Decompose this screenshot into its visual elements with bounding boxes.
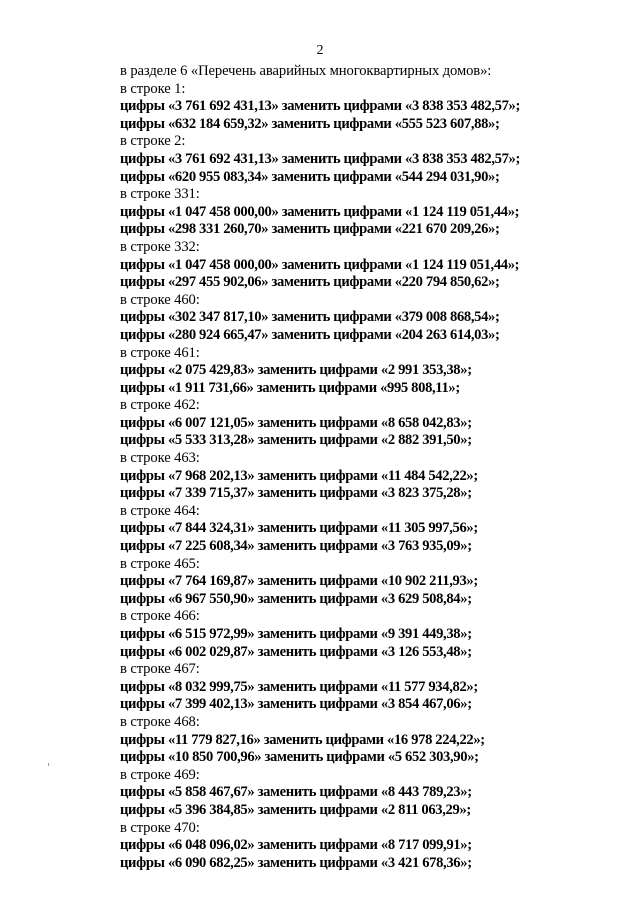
section-heading-line: в строке 1: — [120, 80, 186, 97]
replacement-line: цифры «5 533 313,28» заменить цифрами «2 882 391,50»; — [120, 432, 472, 449]
section-heading-line: в строке 465: — [120, 555, 200, 572]
replacement-line: цифры «6 967 550,90» заменить цифрами «3 629 508,84»; — [120, 590, 472, 607]
section-heading-line: в строке 331: — [120, 186, 200, 203]
replacement-line: цифры «5 396 384,85» заменить цифрами «2 811 063,29»; — [120, 801, 471, 818]
section-heading-line: в строке 332: — [120, 238, 200, 255]
replacement-line: цифры «6 002 029,87» заменить цифрами «3 126 553,48»; — [120, 643, 472, 660]
replacement-line: цифры «10 850 700,96» заменить цифрами «5 652 303,90»; — [120, 749, 479, 766]
replacement-line: цифры «632 184 659,32» заменить цифрами «555 523 607,88»; — [120, 115, 500, 132]
page-number: 2 — [316, 43, 324, 58]
replacement-line: цифры «1 047 458 000,00» заменить цифрами «1 124 119 051,44»; — [120, 256, 520, 273]
section-heading-line: в строке 467: — [120, 661, 200, 678]
replacement-line: цифры «7 844 324,31» заменить цифрами «11 305 997,56»; — [120, 520, 478, 537]
section-heading-line: в строке 466: — [120, 608, 200, 625]
replacement-line: цифры «7 968 202,13» заменить цифрами «11 484 542,22»; — [120, 467, 478, 484]
document-body — [120, 63, 620, 872]
replacement-line: цифры «620 955 083,34» заменить цифрами «544 294 031,90»; — [120, 168, 500, 185]
section-heading-line: в строке 462: — [120, 397, 200, 414]
replacement-line: цифры «7 225 608,34» заменить цифрами «3 763 935,09»; — [120, 538, 472, 555]
replacement-line: цифры «5 858 467,67» заменить цифрами «8 443 789,23»; — [120, 784, 472, 801]
section-heading-line: в строке 469: — [120, 766, 200, 783]
replacement-line: цифры «8 032 999,75» заменить цифрами «11 577 934,82»; — [120, 678, 478, 695]
section-heading-line: в разделе 6 «Перечень аварийных многоквартирных домов»: — [120, 63, 492, 79]
replacement-line: цифры «7 399 402,13» заменить цифрами «3 854 467,06»; — [120, 696, 472, 713]
replacement-line: цифры «7 339 715,37» заменить цифрами «3 823 375,28»; — [120, 485, 472, 502]
replacement-line: цифры «6 090 682,25» заменить цифрами «3 421 678,36»; — [120, 854, 472, 871]
replacement-line: цифры «6 515 972,99» заменить цифрами «9 391 449,38»; — [120, 626, 472, 642]
replacement-line: цифры «298 331 260,70» заменить цифрами «221 670 209,26»; — [120, 221, 500, 238]
replacement-line: цифры «6 007 121,05» заменить цифрами «8 658 042,83»; — [120, 414, 472, 431]
replacement-line: цифры «3 761 692 431,13» заменить цифрами «3 838 353 482,57»; — [120, 150, 520, 167]
replacement-line: цифры «6 048 096,02» заменить цифрами «8 717 099,91»; — [120, 837, 472, 854]
section-heading-line: в строке 2: — [120, 133, 186, 150]
section-heading-line: в строке 460: — [120, 291, 200, 308]
section-heading-line: в строке 463: — [120, 450, 200, 467]
section-heading-line: в строке 464: — [120, 502, 200, 519]
replacement-line: цифры «297 455 902,06» заменить цифрами «220 794 850,62»; — [120, 274, 500, 291]
replacement-line: цифры «7 764 169,87» заменить цифрами «10 902 211,93»; — [120, 573, 478, 590]
margin-mark — [48, 763, 49, 766]
replacement-line: цифры «1 047 458 000,00» заменить цифрами «1 124 119 051,44»; — [120, 203, 520, 220]
section-heading-line: в строке 461: — [120, 344, 200, 361]
replacement-line: цифры «2 075 429,83» заменить цифрами «2 991 353,38»; — [120, 362, 472, 379]
replacement-line: цифры «280 924 665,47» заменить цифрами «204 263 614,03»; — [120, 326, 500, 343]
replacement-line: цифры «1 911 731,66» заменить цифрами «995 808,11»; — [120, 379, 460, 396]
replacement-line: цифры «302 347 817,10» заменить цифрами «379 008 868,54»; — [120, 309, 500, 326]
section-heading-line: в строке 470: — [120, 819, 200, 836]
section-heading-line: в строке 468: — [120, 713, 200, 730]
replacement-line: цифры «3 761 692 431,13» заменить цифрами «3 838 353 482,57»; — [120, 98, 520, 115]
replacement-line: цифры «11 779 827,16» заменить цифрами «16 978 224,22»; — [120, 731, 485, 748]
